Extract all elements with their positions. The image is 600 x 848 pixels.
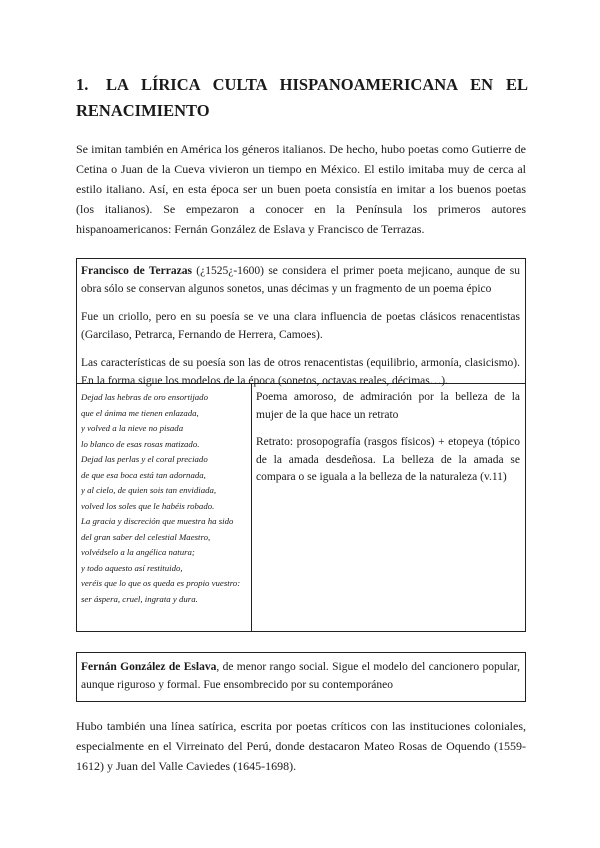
poem-line: y todo aquesto así restituido, xyxy=(81,562,183,573)
poem-line: ser áspera, cruel, ingrata y dura. xyxy=(81,593,198,604)
poem-line: del gran saber del celestial Maestro, xyxy=(81,531,211,542)
poem-line: que el ánima me tienen enlazada, xyxy=(81,407,199,418)
poem-line: Dejad las perlas y el coral preciado xyxy=(81,454,208,464)
eslava-name: Fernán González de Eslava xyxy=(81,661,217,673)
commentary-column xyxy=(252,384,525,631)
poem-line: y al cielo, de quien sois tan envidiada, xyxy=(81,485,217,495)
poem-line: y volved a la nieve no pisada xyxy=(81,423,184,433)
poem-line: Dejad las hebras de oro ensortijado xyxy=(81,392,208,402)
terrazas-intro-text: (¿1525¿-1600) se considera el primer poeta mejicano, aunque de su obra sólo se conservan algunos sonetos, unas décimas y un fragmento de un poema épico xyxy=(81,265,520,295)
terrazas-paragraph-3: Las características de su poesía son las de otros renacentistas (equilibrio, armonía, clasicismo). En la forma sigue los modelos de la época (sonetos, octavas reales, décimas…). xyxy=(81,357,520,387)
intro-paragraph: Se imitan también en América los géneros italianos. De hecho, hubo poetas como Gutierre de Cetina o Juan de la Cueva vivieron un tiempo en México. El estilo imitaba muy de cerca al estilo italiano. Así, en esta época ser un buen poeta consistía en imitar a los buenos poetas (los italianos). Se empezaron a conocer en la Península los primeros autores hispanoamericanos: Fernán González de Eslava y Francisco de Terrazas. xyxy=(76,142,526,236)
section-number: 1. xyxy=(76,75,89,94)
terrazas-paragraph-2: Fue un criollo, pero en su poesía se ve una clara influencia de poetas clásicos renacentistas (Garcilaso, Petrarca, Fernando de Herrera, Camoes). xyxy=(81,311,520,341)
terrazas-description xyxy=(77,259,525,387)
terrazas-paragraph-1 xyxy=(81,262,520,298)
commentary-paragraph-1: Poema amoroso, de admiración por la belleza de la mujer de la que hace un retrato xyxy=(256,391,520,421)
section-heading xyxy=(76,72,528,124)
terrazas-box xyxy=(76,258,526,632)
commentary-paragraph-2: Retrato: prosopografía (rasgos físicos) + etopeya (tópico de la amada desdeñosa. La belleza de la amada se compara o se iguala a la belleza de la naturaleza (v.11) xyxy=(256,436,520,483)
section-title: LA LÍRICA CULTA HISPANOAMERICANA EN EL RENACIMIENTO xyxy=(76,75,528,120)
poem-column xyxy=(77,384,252,631)
poem-line: veréis que lo que os queda es propio vuestro: xyxy=(81,578,241,588)
eslava-box xyxy=(76,652,526,702)
poem-line: La gracia y discreción que muestra ha sido xyxy=(81,516,234,526)
eslava-paragraph xyxy=(81,658,520,694)
poem-line: volvédselo a la angélica natura; xyxy=(81,547,195,557)
eslava-text: , de menor rango social. Sigue el modelo del cancionero popular, aunque riguroso y formal. Fue ensombrecido por su contemporáneo xyxy=(81,661,521,691)
poem-line: de que esa boca está tan adornada, xyxy=(81,469,206,480)
poem-line: lo blanco de esas rosas matizado. xyxy=(81,438,200,449)
poem-table-row xyxy=(77,384,525,631)
terrazas-name: Francisco de Terrazas xyxy=(81,265,192,277)
closing-paragraph: Hubo también una línea satírica, escrita por poetas críticos con las instituciones coloniales, especialmente en el Virreinato del Perú, donde destacaron Mateo Rosas de Oquendo (1559-1612) y Juan del Valle Caviedes (1645-1698). xyxy=(76,719,526,773)
poem-line: volved los soles que le habéis robado. xyxy=(81,500,215,511)
